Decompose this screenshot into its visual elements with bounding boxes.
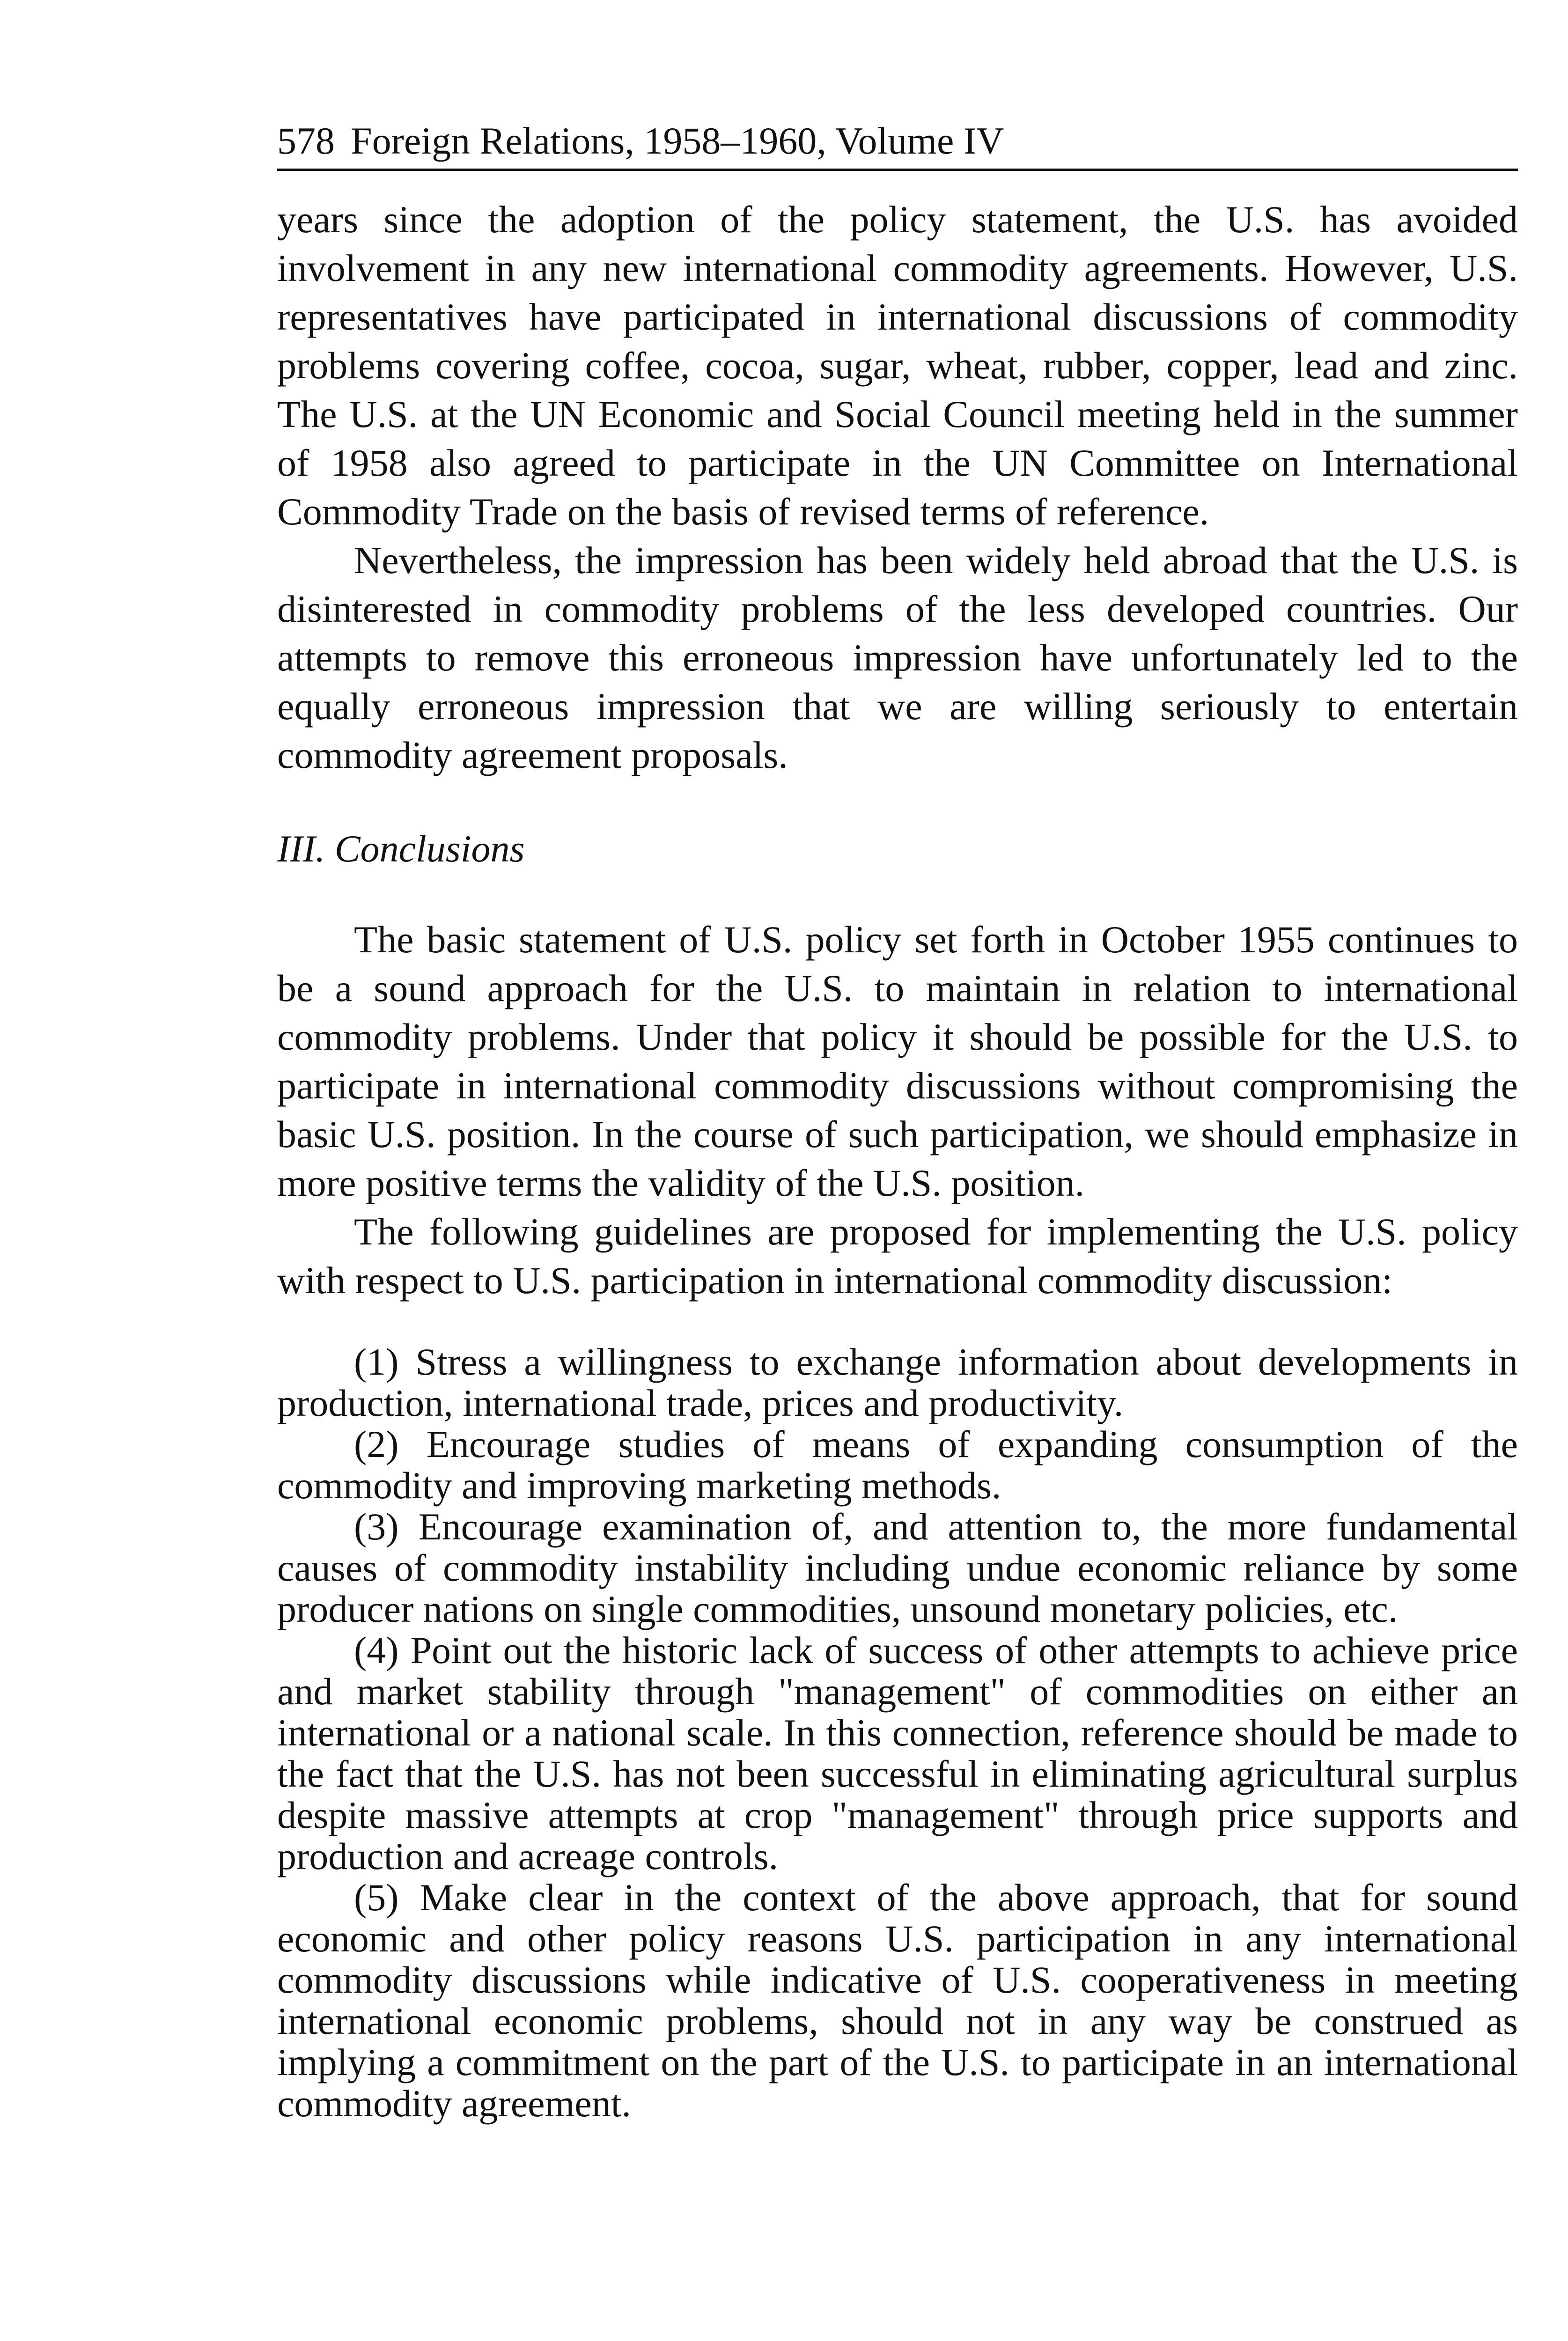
document-page	[277, 119, 1518, 2125]
paragraph-basic-statement: The basic statement of U.S. policy set forth in October 1955 continues to be a sound approach for the U.S. to maintain in relation to international commodity problems. Under that policy it should be possible for the U.S. to participate in international commodity discussions without compromising the basic U.S. position. In the course of such participation, we should emphasize in more positive terms the validity of the U.S. position.	[277, 918, 1518, 1204]
guideline-item: (1) Stress a willingness to exchange information about developments in production, international trade, prices and productivity.	[277, 1340, 1518, 1424]
page-number: 578	[277, 119, 335, 162]
paragraph-guidelines-intro: The following guidelines are proposed for implementing the U.S. policy with respect to U.S. participation in international commodity discussion:	[277, 1210, 1518, 1302]
running-head	[277, 119, 1518, 171]
document-body	[277, 195, 1518, 2124]
paragraph-nevertheless: Nevertheless, the impression has been widely held abroad that the U.S. is disinterested in commodity problems of the less developed countries. Our attempts to remove this erroneous impression have unfortunately led to the equally erroneous impression that we are willing seriously to entertain commodity agreement proposals.	[277, 539, 1518, 776]
section-heading-conclusions: III. Conclusions	[277, 827, 525, 870]
guideline-item: (2) Encourage studies of means of expanding consumption of the commodity and improving marketing methods.	[277, 1423, 1518, 1507]
guideline-item: (3) Encourage examination of, and attention to, the more fundamental causes of commodity instability including undue economic reliance by some producer nations on single commodities, unsound monetary policies, etc.	[277, 1505, 1518, 1630]
guideline-item: (5) Make clear in the context of the above approach, that for sound economic and other policy reasons U.S. participation in any international commodity discussions while indicative of U.S. cooperativeness in meeting international economic problems, should not in any way be construed as implying a commitment on the part of the U.S. to participate in an international commodity agreement.	[277, 1876, 1518, 2125]
running-head-title: Foreign Relations, 1958–1960, Volume IV	[351, 119, 1004, 162]
guidelines-list	[277, 1341, 1518, 2124]
guideline-item: (4) Point out the historic lack of success of other attempts to achieve price and market stability through "management" of commodities on either an international or a national scale. In this connection, reference should be made to the fact that the U.S. has not been successful in eliminating agricultural surplus despite massive attempts at crop "management" through price supports and production and acreage controls.	[277, 1629, 1518, 1877]
paragraph-continuation: years since the adoption of the policy statement, the U.S. has avoided involvement in any new international commodity agreements. However, U.S. representatives have participated in international discussions of commodity problems covering coffee, cocoa, sugar, wheat, rubber, copper, lead and zinc. The U.S. at the UN Economic and Social Council meeting held in the summer of 1958 also agreed to participate in the UN Committee on International Commodity Trade on the basis of revised terms of reference.	[277, 198, 1518, 533]
